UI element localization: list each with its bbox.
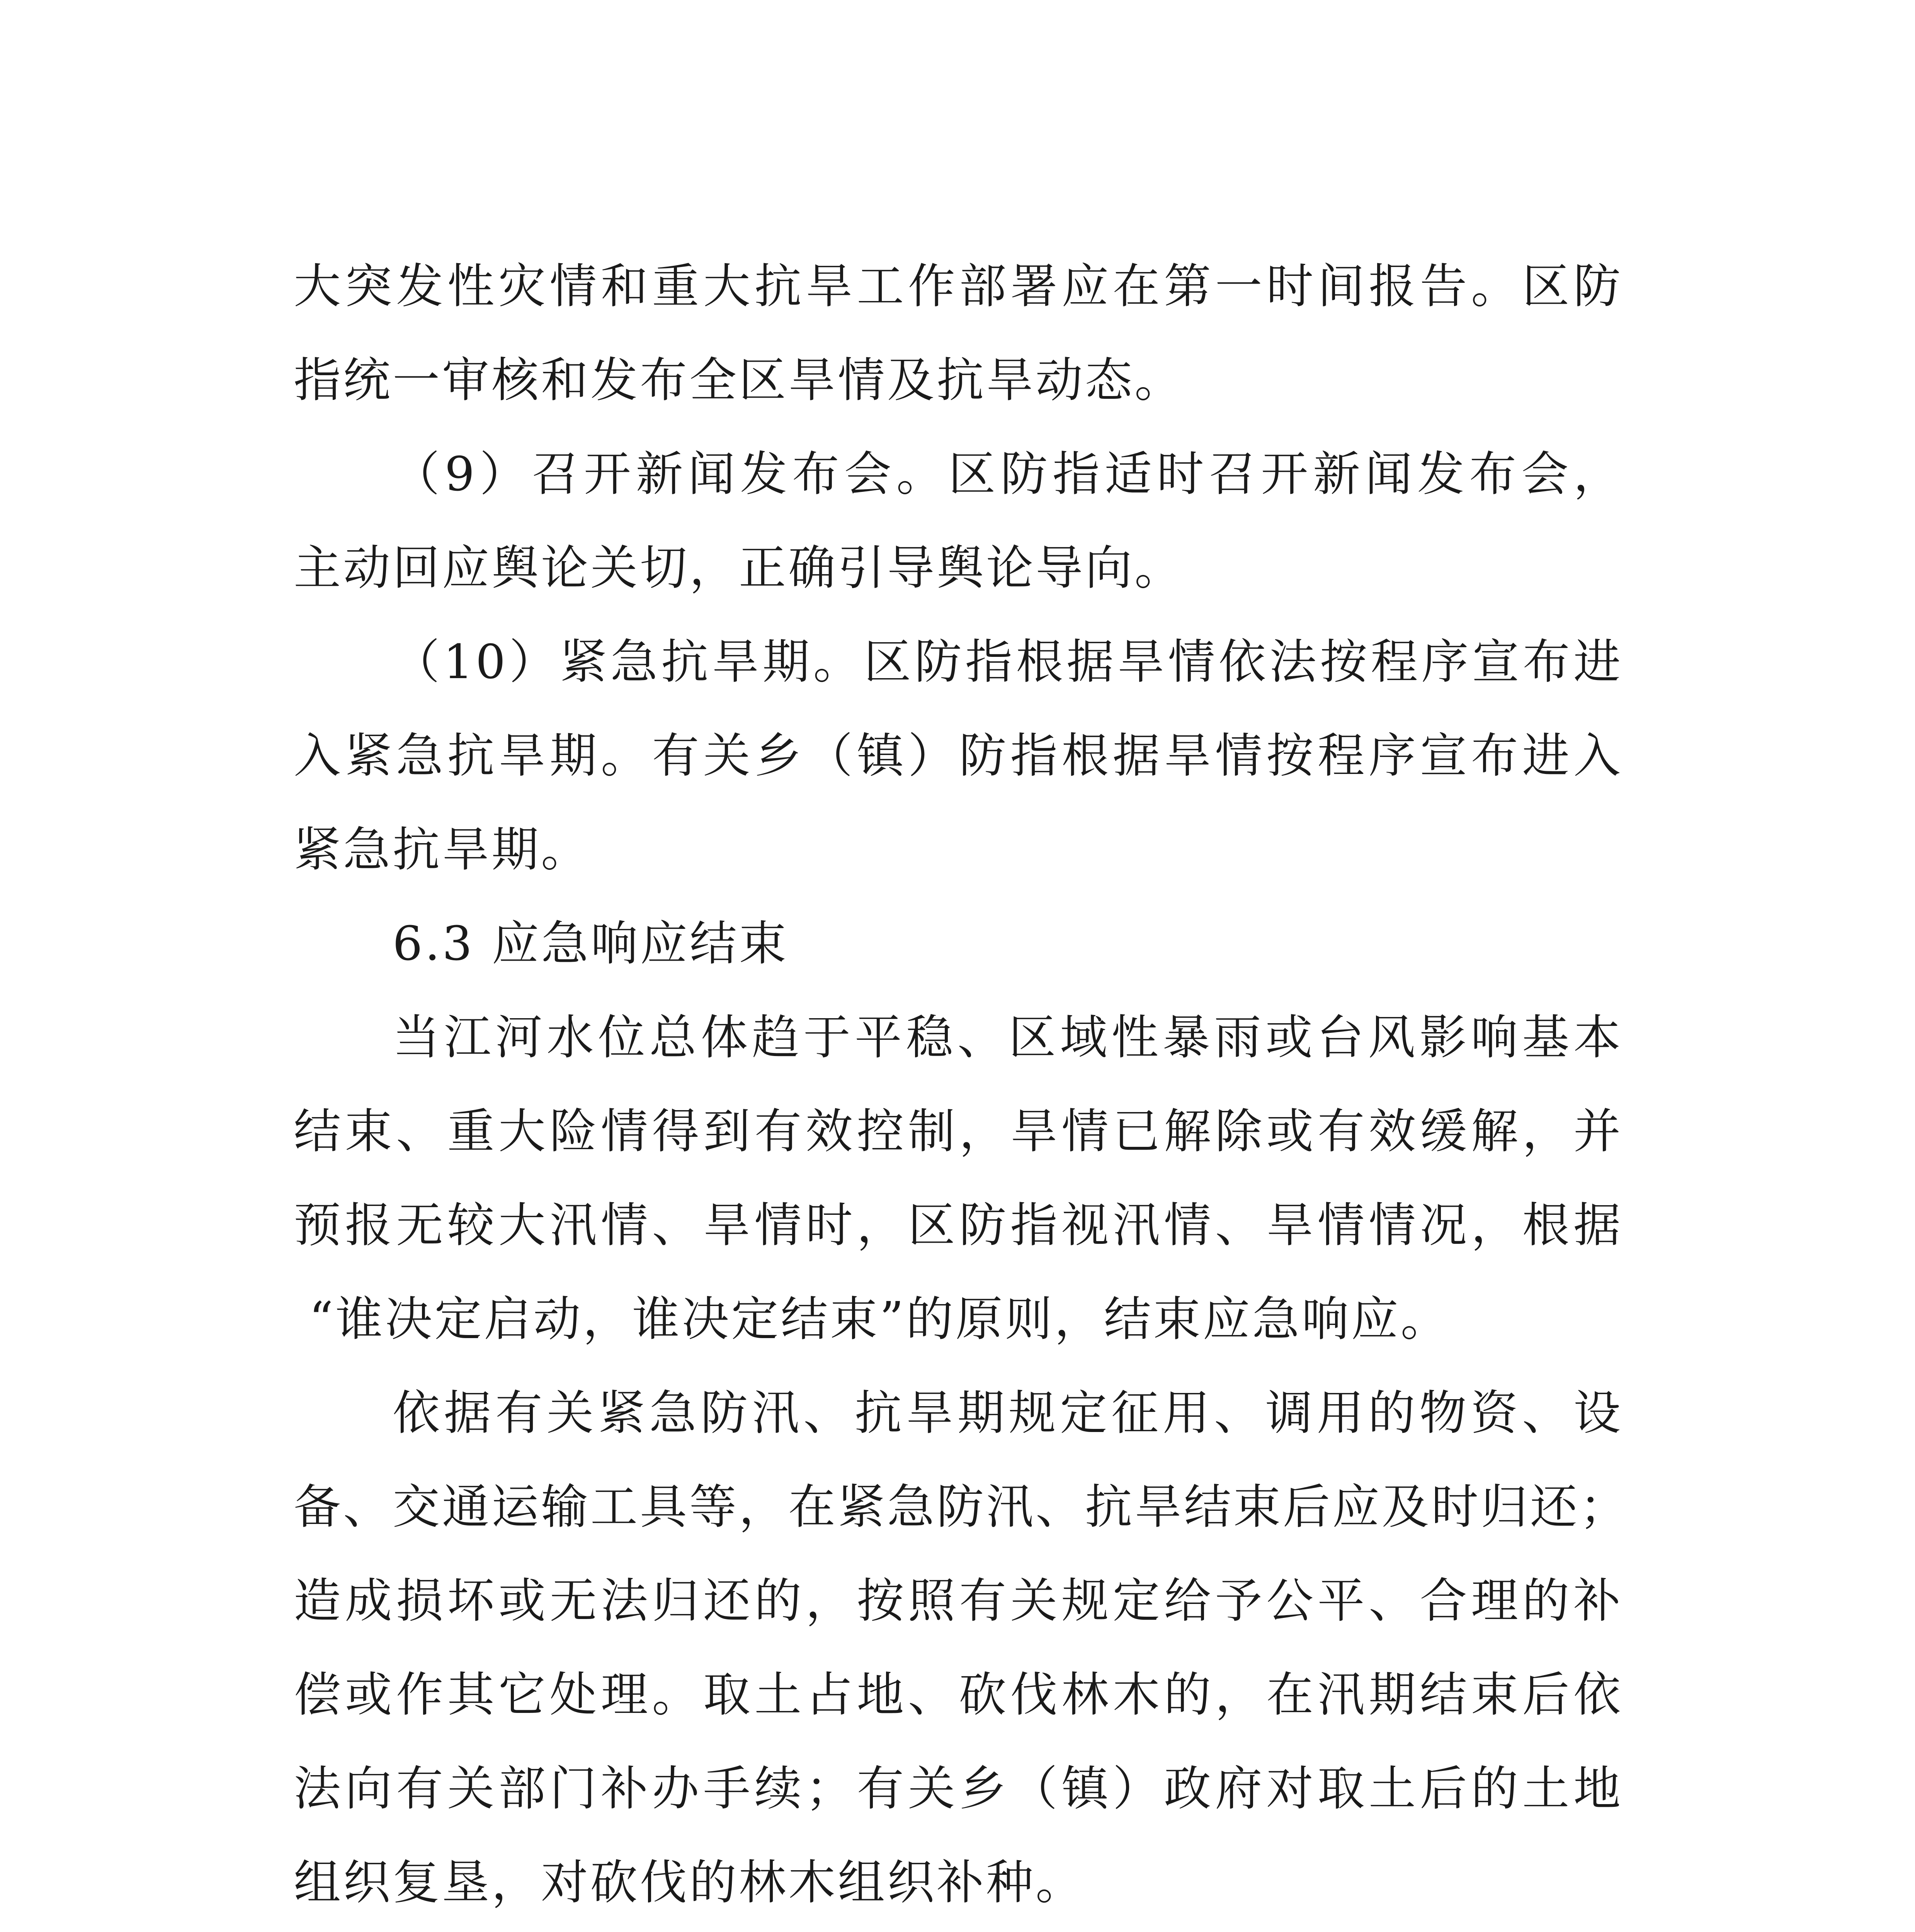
text-line-18: 组织复垦，对砍伐的林木组织补种。	[294, 1855, 1085, 1910]
document-body	[294, 240, 1629, 1932]
section-heading: 6.3 应急响应结束	[393, 916, 789, 971]
text-line-9: 当江河水位总体趋于平稳、区域性暴雨或台风影响基本	[393, 1010, 1623, 1065]
text-line-2: 指统一审核和发布全区旱情及抗旱动态。	[294, 353, 1184, 408]
text-line-1: 大突发性灾情和重大抗旱工作部署应在第一时间报告。区防	[294, 259, 1623, 314]
text-line-19	[294, 1930, 1623, 1932]
text-line-17: 法向有关部门补办手续；有关乡（镇）政府对取土后的土地	[294, 1761, 1623, 1816]
text-line-13: 依据有关紧急防汛、抗旱期规定征用、调用的物资、设	[393, 1386, 1623, 1440]
text-line-15: 造成损坏或无法归还的，按照有关规定给予公平、合理的补	[294, 1573, 1623, 1628]
text-line-3: （9）召开新闻发布会。区防指适时召开新闻发布会，	[393, 447, 1623, 502]
text-line-11: 预报无较大汛情、旱情时，区防指视汛情、旱情情况，根据	[294, 1198, 1623, 1253]
text-line-14: 备、交通运输工具等，在紧急防汛、抗旱结束后应及时归还；	[294, 1480, 1629, 1534]
text-line-7: 紧急抗旱期。	[294, 822, 590, 877]
text-line-10: 结束、重大险情得到有效控制，旱情已解除或有效缓解，并	[294, 1104, 1623, 1159]
text-line-5: （10）紧急抗旱期。区防指根据旱情依法按程序宣布进	[393, 634, 1623, 689]
text-line-12: “谁决定启动，谁决定结束”的原则，结束应急响应。	[309, 1292, 1450, 1347]
text-line-4: 主动回应舆论关切，正确引导舆论导向。	[294, 541, 1184, 595]
text-line-6: 入紧急抗旱期。有关乡（镇）防指根据旱情按程序宣布进入	[294, 728, 1623, 783]
text-line-16: 偿或作其它处理。取土占地、砍伐林木的，在汛期结束后依	[294, 1667, 1623, 1722]
